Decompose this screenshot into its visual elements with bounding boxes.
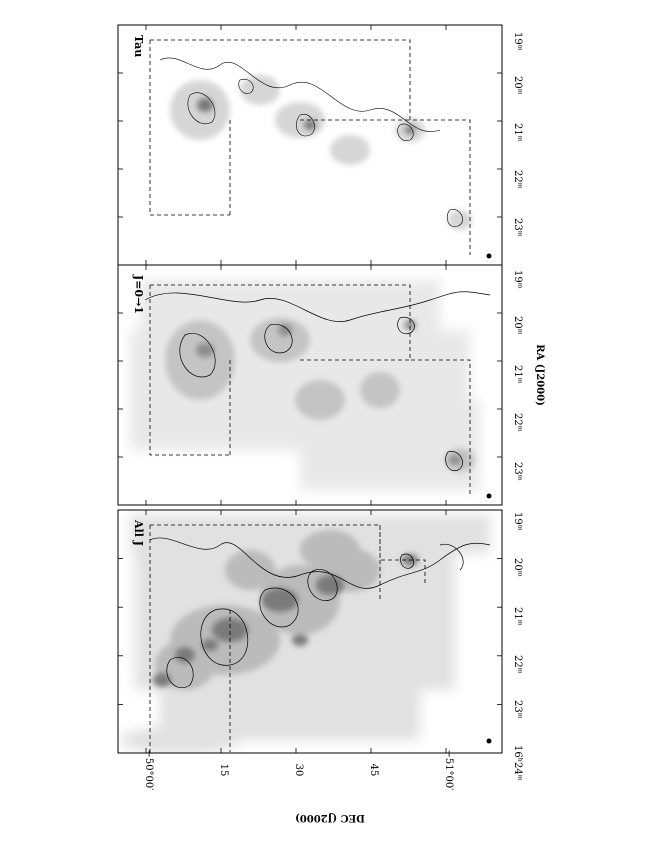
panel-tau — [118, 25, 502, 265]
panel-tau-map — [150, 40, 472, 255]
j01-beam-marker — [487, 494, 492, 499]
dec-tick-label: 45 — [368, 763, 379, 777]
panel-tau-frame — [118, 25, 502, 265]
dec-tick-label: −50°00′ — [143, 749, 154, 791]
tau-emission-layer — [170, 75, 472, 230]
ra-tick-labels — [512, 32, 523, 781]
tau-beam-marker — [487, 254, 492, 259]
panel-all-j-map — [120, 515, 490, 755]
dec-tick-label: 30 — [293, 763, 304, 777]
ra-tick-label: 21ᵐ — [512, 123, 523, 142]
ra-tick-label: 22ᵐ — [512, 413, 523, 432]
ra-tick-label: 22ᵐ — [512, 655, 523, 674]
panel-tau-label: Tau — [132, 35, 145, 58]
dec-tick-label: 15 — [218, 763, 229, 777]
ra-tick-label: 20ᵐ — [512, 558, 523, 577]
panel-j01-label: J=0→1 — [132, 275, 145, 314]
dec-tick-labels — [143, 749, 454, 791]
ra-tick-label: 21ᵐ — [512, 607, 523, 626]
ra-tick-label: 23ᵐ — [512, 462, 523, 481]
ra-tick-label: 19ᵐ — [512, 270, 523, 289]
panel-all-j — [118, 510, 502, 755]
ra-tick-label: 16ʰ24ᵐ — [512, 745, 523, 781]
ra-tick-label: 21ᵐ — [512, 365, 523, 384]
panel-j01-map — [130, 280, 490, 495]
ra-tick-label: 19ᵐ — [512, 32, 523, 51]
ra-axis-label: RA (J2000) — [534, 344, 545, 406]
ra-tick-label: 20ᵐ — [512, 76, 523, 95]
ra-tick-label: 20ᵐ — [512, 316, 523, 335]
dec-tick-label: −51°00′ — [443, 749, 454, 791]
panel-all-j-label: All J — [132, 520, 145, 546]
ra-tick-label: 22ᵐ — [512, 170, 523, 189]
ra-tick-label: 23ᵐ — [512, 218, 523, 237]
panel-j01 — [118, 265, 502, 505]
all-j-beam-marker — [487, 739, 492, 744]
dec-axis-label: DEC (J2000) — [295, 812, 365, 823]
ra-tick-label: 23ᵐ — [512, 700, 523, 719]
ra-tick-label: 19ᵐ — [512, 512, 523, 531]
tau-survey-boundary — [150, 40, 470, 255]
